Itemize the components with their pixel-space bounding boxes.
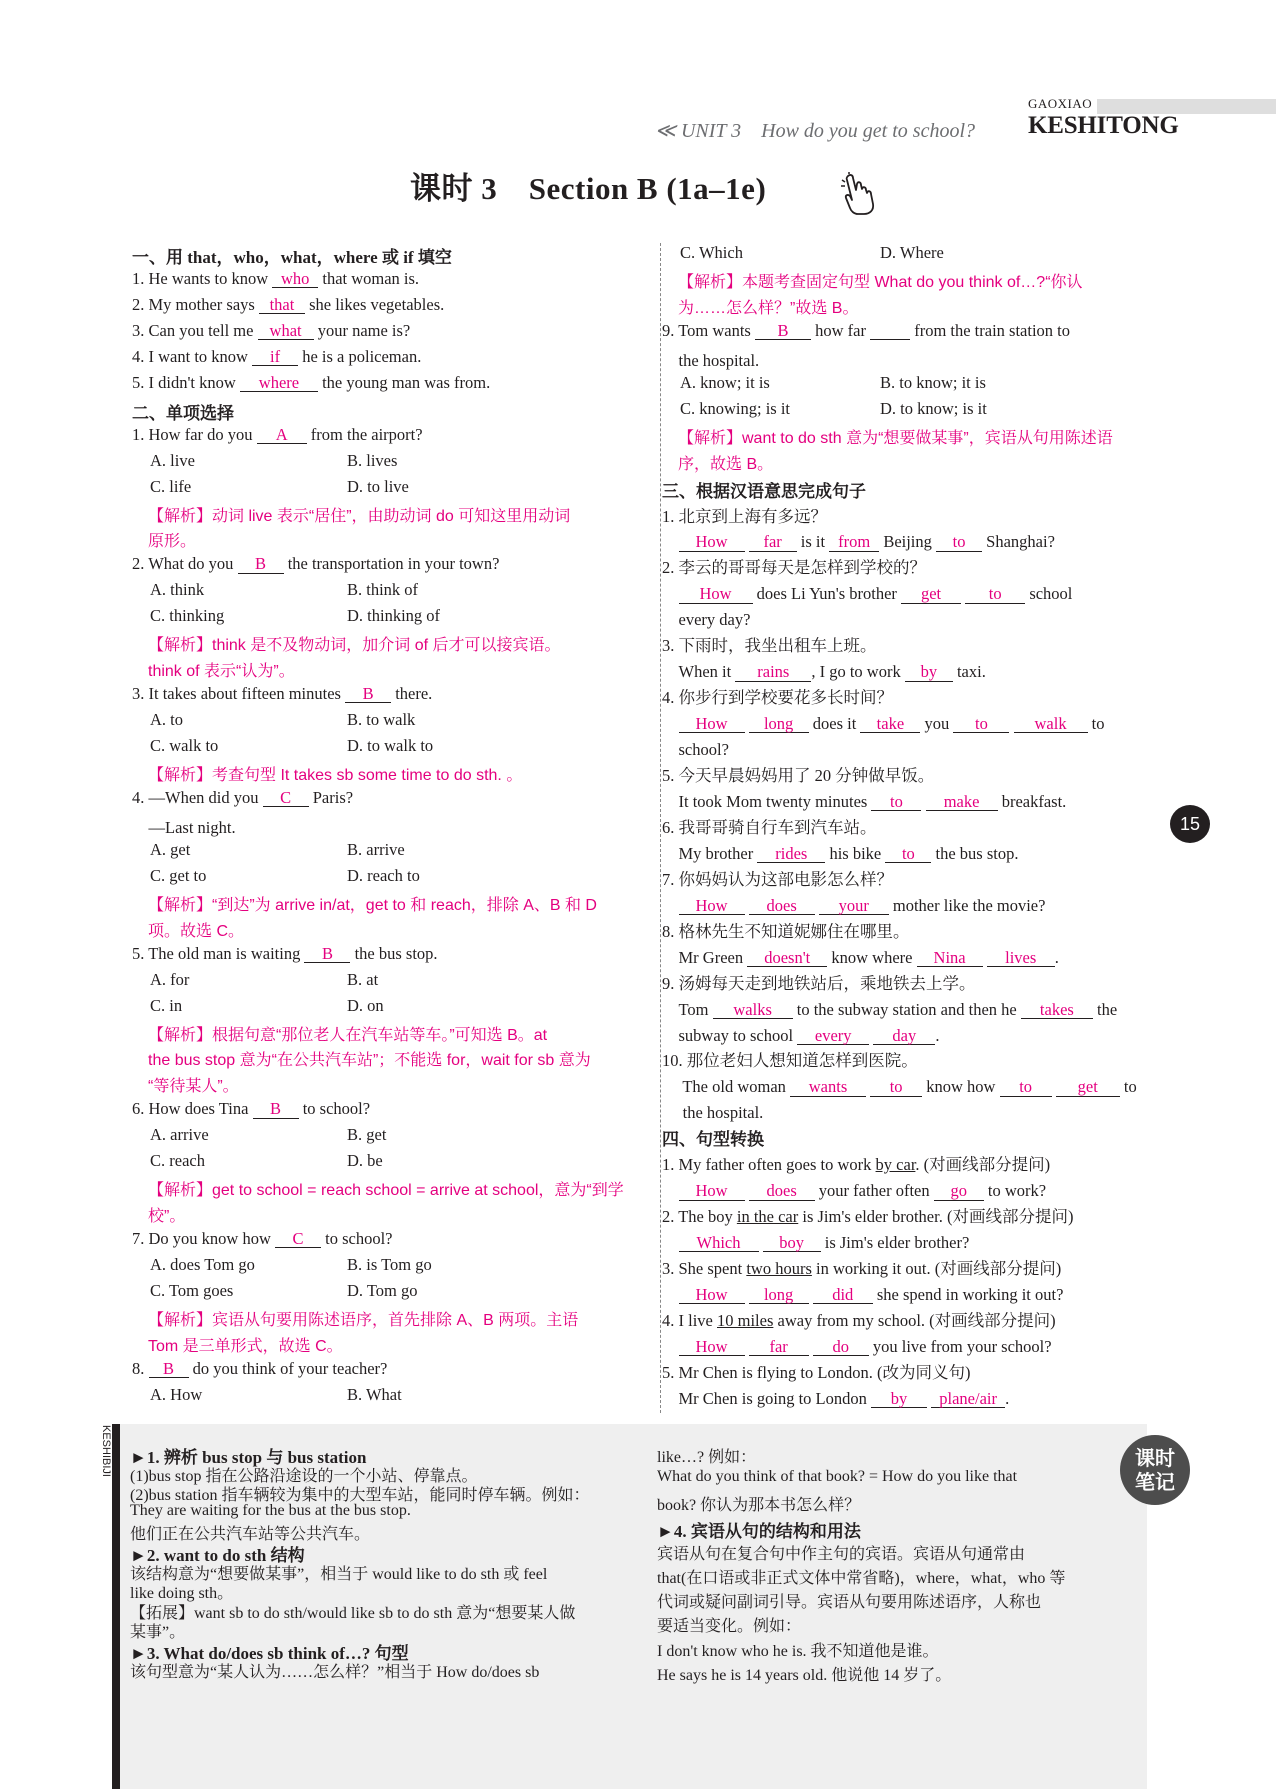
answer-blank: that [259, 296, 305, 314]
option-b: D. thinking of [347, 606, 441, 626]
answer-blank: doesn't [747, 949, 827, 967]
question-line: How does Li Yun's brother get to school [662, 580, 1072, 604]
option-a: A. arrive [150, 1125, 209, 1145]
question-line: every day? [662, 610, 751, 630]
option-b: D. Tom go [347, 1281, 418, 1300]
answer-blank: long [749, 1286, 809, 1304]
note-line: What do you think of that book? = How do you like that [657, 1468, 1018, 1486]
question-line: 1. My father often goes to work by car. (对画线部分提问) [662, 1155, 1051, 1175]
question-line: 6. How does Tina B to school? [132, 1099, 371, 1119]
question-line: 4. 你步行到学校要花多长时间？ [662, 688, 893, 708]
section-heading: 二、单项选择 [132, 403, 234, 423]
question-line: 6. 我哥哥骑自行车到汽车站。 [662, 817, 877, 837]
analysis-line: 为……怎么样？”故选 B。 [678, 299, 859, 317]
option-b: D. to know; is it [880, 398, 987, 418]
question-line: 7. Do you know how C to school? [132, 1229, 393, 1249]
option-a: A. get [150, 839, 191, 859]
answer-blank: B [755, 322, 811, 340]
answer-blank: walk [1014, 715, 1088, 733]
answer-blank: far [749, 533, 797, 551]
section-heading: 四、句型转换 [662, 1130, 764, 1150]
underlined-phrase: by car [875, 1155, 916, 1175]
answer-blank: rains [735, 663, 811, 681]
answer-blank: make [926, 793, 998, 811]
answer-blank: wants [790, 1078, 866, 1096]
answer-blank: did [813, 1286, 873, 1304]
question-line: Which boy is Jim's elder brother? [662, 1229, 969, 1253]
answer-blank: get [901, 585, 961, 603]
answer-blank: take [860, 715, 920, 733]
note-line: 宾语从句在复合句中作主句的宾语。宾语从句通常由 [657, 1545, 1026, 1563]
answer-blank: long [749, 715, 809, 733]
analysis-line: 序，故选 B。 [678, 455, 774, 473]
underlined-phrase: two hours [746, 1259, 812, 1279]
question-line: 3. 下雨时，我坐出租车上班。 [662, 636, 877, 656]
answer-blank: C [275, 1230, 321, 1248]
answer-blank: if [252, 348, 298, 366]
answer-blank: B [149, 1360, 189, 1378]
header-unit-title: ≪ UNIT 3 How do you get to school? [655, 120, 976, 142]
option-b: D. Where [880, 243, 944, 262]
answer-blank: by [871, 1390, 927, 1408]
question-line: How long does it take you to walk to [662, 710, 1105, 734]
question-line: 9. Tom wants B how far from the train station to [662, 320, 1071, 340]
question-line: 3. She spent two hours in working it out. (对画线部分提问) [662, 1259, 1062, 1279]
answer-blank: How [679, 1182, 745, 1200]
page-number: 15 [1170, 805, 1210, 843]
answer-blank: A [257, 426, 307, 444]
double-chevron-left-icon: ≪ [655, 120, 676, 142]
question-line: Tom walks to the subway station and then he takes the [662, 999, 1118, 1019]
question-line: How does your father often go to work? [662, 1177, 1046, 1201]
answer-blank: How [679, 897, 745, 915]
question-line: school? [662, 740, 729, 760]
option-b: B. to walk [347, 710, 416, 730]
analysis-line: 【解析】want to do sth 意为“想要做某事”，宾语从句用陈述语 [678, 429, 1113, 447]
note-line: (1)bus stop 指在公路沿途设的一个小站、停靠点。 [130, 1467, 478, 1485]
option-a: A. think [150, 580, 205, 600]
option-a: A. does Tom go [150, 1255, 255, 1275]
answer-blank: from [829, 533, 879, 551]
option-a: C. Tom goes [150, 1281, 234, 1300]
analysis-line: 【解析】“到达”为 arrive in/at，get to 和 reach，排除 A、B 和 D [148, 896, 597, 914]
question-line: How long did she spend in working it out? [662, 1281, 1063, 1305]
option-a: A. live [150, 450, 195, 470]
page-title: 课时 3 Section B (1a–1e) [410, 171, 767, 206]
option-b: B. lives [347, 450, 398, 470]
note-line: They are waiting for the bus at the bus stop. [130, 1501, 411, 1519]
option-b: B. What [347, 1384, 402, 1404]
question-line: subway to school every day . [662, 1025, 940, 1045]
answer-blank: takes [1021, 1001, 1093, 1019]
answer-blank [870, 322, 910, 340]
question-line: 2. The boy in the car is Jim's elder brother. (对画线部分提问) [662, 1207, 1074, 1227]
answer-blank: How [679, 533, 745, 551]
analysis-line: 【解析】考查句型 It takes sb some time to do sth. 。 [148, 767, 523, 784]
question-line: How far do you live from your school? [662, 1333, 1052, 1357]
note-line: 代词或疑问副词引导。宾语从句要用陈述语序，人称也 [657, 1594, 1042, 1612]
analysis-line: 【解析】get to school = reach school = arrive at school，意为“到学 [148, 1182, 624, 1200]
question-line: My brother rides his bike to the bus stop. [662, 843, 1019, 863]
option-b: B. think of [347, 580, 419, 600]
question-line: 3. It takes about fifteen minutes B there. [132, 684, 433, 704]
analysis-line: 项。故选 C。 [148, 922, 245, 940]
question-line: The old woman wants to know how to get to [662, 1077, 1137, 1097]
question-line: Mr Green doesn't know where Nina lives . [662, 947, 1059, 967]
note-line: 他们正在公共汽车站等公共汽车。 [130, 1526, 371, 1544]
question-line: 1. He wants to know who that woman is. [132, 268, 420, 288]
notes-side-bar [112, 1424, 120, 1789]
note-line: that(在口语或非正式文体中常省略)，where，what，who 等 [657, 1570, 1066, 1587]
note-heading: ►4. 宾语从句的结构和用法 [657, 1521, 861, 1541]
note-line: book? 你认为那本书怎么样？ [657, 1497, 861, 1515]
answer-blank: How [679, 715, 745, 733]
question-line: 1. 北京到上海有多远？ [662, 506, 827, 526]
option-a: C. knowing; is it [680, 398, 791, 418]
question-line: When it rains , I go to work by taxi. [662, 662, 986, 682]
answer-blank: to [953, 715, 1009, 733]
question-line: 5. Mr Chen is flying to London. (改为同义句) [662, 1362, 971, 1382]
option-b: B. at [347, 969, 379, 989]
answer-blank: plane/air [931, 1390, 1005, 1408]
section-heading: 一、用 that，who，what，where 或 if 填空 [132, 248, 452, 267]
option-b: D. on [347, 995, 384, 1015]
note-line: 要适当变化。例如： [657, 1618, 802, 1636]
question-line: 1. How far do you A from the airport? [132, 424, 423, 444]
underlined-phrase: in the car [736, 1207, 799, 1227]
option-a: C. walk to [150, 736, 219, 756]
answer-blank: to [870, 1078, 922, 1096]
underlined-phrase: 10 miles [717, 1310, 774, 1330]
header-brand: KESHITONG [1028, 112, 1179, 139]
answer-blank: to [871, 793, 921, 811]
analysis-line: 【解析】think 是不及物动词，加介词 of 后才可以接宾语。 [148, 637, 561, 655]
option-b: B. get [347, 1125, 387, 1145]
answer-blank: day [873, 1027, 935, 1045]
question-line: 7. 你妈妈认为这部电影怎么样？ [662, 869, 893, 889]
option-a: C. Which [680, 243, 743, 262]
option-a: C. thinking [150, 606, 225, 626]
analysis-line: 【解析】本题考查固定句型 What do you think of…?“你认 [678, 273, 1083, 291]
question-line: —Last night. [132, 817, 236, 837]
option-b: D. to live [347, 476, 409, 496]
note-heading: ►1. 辨析 bus stop 与 bus station [130, 1448, 367, 1467]
analysis-line: 【解析】宾语从句要用陈述语序，首先排除 A、B 两项。主语 [148, 1311, 579, 1329]
option-b: B. arrive [347, 839, 405, 859]
pointing-hand-icon [840, 172, 880, 216]
note-line: 【拓展】want sb to do sth/would like sb to do sth 意为“想要某人做 [130, 1604, 576, 1622]
question-line: 8. B do you think of your teacher? [132, 1358, 388, 1378]
option-a: C. in [150, 995, 183, 1015]
analysis-line: “等待某人”。 [148, 1078, 239, 1096]
answer-blank: by [905, 663, 953, 681]
question-line: 9. 汤姆每天走到地铁站后，乘地铁去上学。 [662, 973, 976, 993]
column-divider [660, 243, 661, 1413]
answer-blank: far [749, 1338, 809, 1356]
note-line: (2)bus station 指车辆较为集中的大型车站，能同时停车辆。例如： [130, 1487, 590, 1505]
option-b: B. is Tom go [347, 1255, 432, 1275]
answer-blank: Nina [917, 949, 983, 967]
note-line: 该结构意为“想要做某事”，相当于 would like to do sth 或 feel [130, 1565, 548, 1583]
note-line: 某事”。 [130, 1624, 186, 1642]
answer-blank: walks [713, 1001, 793, 1019]
answer-blank: B [253, 1100, 299, 1118]
question-line: 2. My mother says that she likes vegetables. [132, 294, 445, 314]
answer-blank: boy [763, 1234, 821, 1252]
header-gaoxiao: GAOXIAO [1028, 96, 1093, 111]
answer-blank: to [1000, 1078, 1052, 1096]
question-line: 4. I live 10 miles away from my school. (对画线部分提问) [662, 1310, 1056, 1330]
answer-blank: where [240, 374, 318, 392]
answer-blank: to [885, 845, 931, 863]
answer-blank: How [679, 1286, 745, 1304]
answer-blank: does [749, 897, 815, 915]
analysis-line: 【解析】根据句意“那位老人在汽车站等车。”可知选 B。at [148, 1026, 548, 1044]
answer-blank: B [304, 945, 350, 963]
answer-blank: to [965, 585, 1025, 603]
answer-blank: do [813, 1338, 869, 1356]
question-line: the hospital. [662, 1103, 764, 1123]
question-line: How far is it from Beijing to Shanghai? [662, 528, 1055, 552]
option-a: C. reach [150, 1151, 205, 1171]
answer-blank: every [797, 1027, 869, 1045]
question-line: How does your mother like the movie? [662, 892, 1045, 916]
question-line: 4. —When did you C Paris? [132, 787, 354, 807]
question-line: Mr Chen is going to London by plane/air . [662, 1388, 1010, 1408]
option-b: D. be [347, 1151, 383, 1171]
note-heading: ►2. want to do sth 结构 [130, 1546, 305, 1565]
answer-blank: does [749, 1182, 815, 1200]
answer-blank: who [272, 270, 318, 288]
note-line: like…? 例如： [657, 1449, 757, 1466]
question-line: 5. I didn't know where the young man was from. [132, 372, 491, 392]
answer-blank: rides [757, 845, 825, 863]
analysis-line: the bus stop 意为“在公共汽车站”；不能选 for，wait for sb 意为 [148, 1052, 591, 1070]
option-a: A. How [150, 1384, 203, 1404]
option-a: A. for [150, 969, 190, 989]
question-line: 3. Can you tell me what your name is? [132, 320, 411, 340]
note-line: like doing sth。 [130, 1585, 234, 1603]
section-heading: 三、根据汉语意思完成句子 [662, 481, 866, 501]
option-a: C. life [150, 476, 192, 496]
answer-blank: your [819, 897, 889, 915]
option-a: C. get to [150, 865, 207, 885]
answer-blank: what [258, 322, 314, 340]
question-line: 8. 格林先生不知道妮娜住在哪里。 [662, 921, 910, 941]
notes-side-label: KESHIBIJI [100, 1425, 112, 1477]
question-line: 5. The old man is waiting B the bus stop. [132, 943, 438, 963]
answer-blank: B [345, 685, 391, 703]
analysis-line: 校”。 [148, 1208, 186, 1226]
answer-blank: to [936, 533, 982, 551]
note-heading: ►3. What do/does sb think of…? 句型 [130, 1644, 409, 1663]
answer-blank: get [1056, 1078, 1120, 1096]
question-line: It took Mom twenty minutes to make breakfast. [662, 791, 1067, 811]
note-line: I don't know who he is. 我不知道他是谁。 [657, 1642, 939, 1660]
analysis-line: Tom 是三单形式，故选 C。 [148, 1337, 343, 1355]
question-line: the hospital. [662, 350, 760, 370]
question-line: 4. I want to know if he is a policeman. [132, 346, 422, 366]
answer-blank: Which [679, 1234, 759, 1252]
answer-blank: go [934, 1182, 984, 1200]
answer-blank: C [263, 789, 309, 807]
analysis-line: think of 表示“认为”。 [148, 663, 295, 681]
analysis-line: 【解析】动词 live 表示“居住”，由助动词 do 可知这里用动词 [148, 507, 571, 525]
question-line: 5. 今天早晨妈妈用了 20 分钟做早饭。 [662, 766, 935, 785]
notes-badge: 课时笔记 [1120, 1435, 1190, 1505]
answer-blank: How [679, 585, 753, 603]
question-line: 10. 那位老妇人想知道怎样到医院。 [662, 1051, 918, 1071]
option-b: D. reach to [347, 865, 420, 885]
option-a: A. to [150, 710, 183, 730]
option-a: A. know; it is [680, 372, 770, 392]
question-line: 2. 李云的哥哥每天是怎样到学校的？ [662, 558, 926, 578]
option-b: D. to walk to [347, 736, 434, 756]
answer-blank: How [679, 1338, 745, 1356]
question-line: 2. What do you B the transportation in your town? [132, 554, 500, 574]
answer-blank: lives [987, 949, 1055, 967]
analysis-line: 原形。 [148, 533, 197, 551]
option-b: B. to know; it is [880, 372, 986, 392]
note-line: 该句型意为“某人认为……怎么样？”相当于 How do/does sb [130, 1663, 540, 1681]
note-line: He says he is 14 years old. 他说他 14 岁了。 [657, 1666, 952, 1684]
answer-blank: B [238, 555, 284, 573]
